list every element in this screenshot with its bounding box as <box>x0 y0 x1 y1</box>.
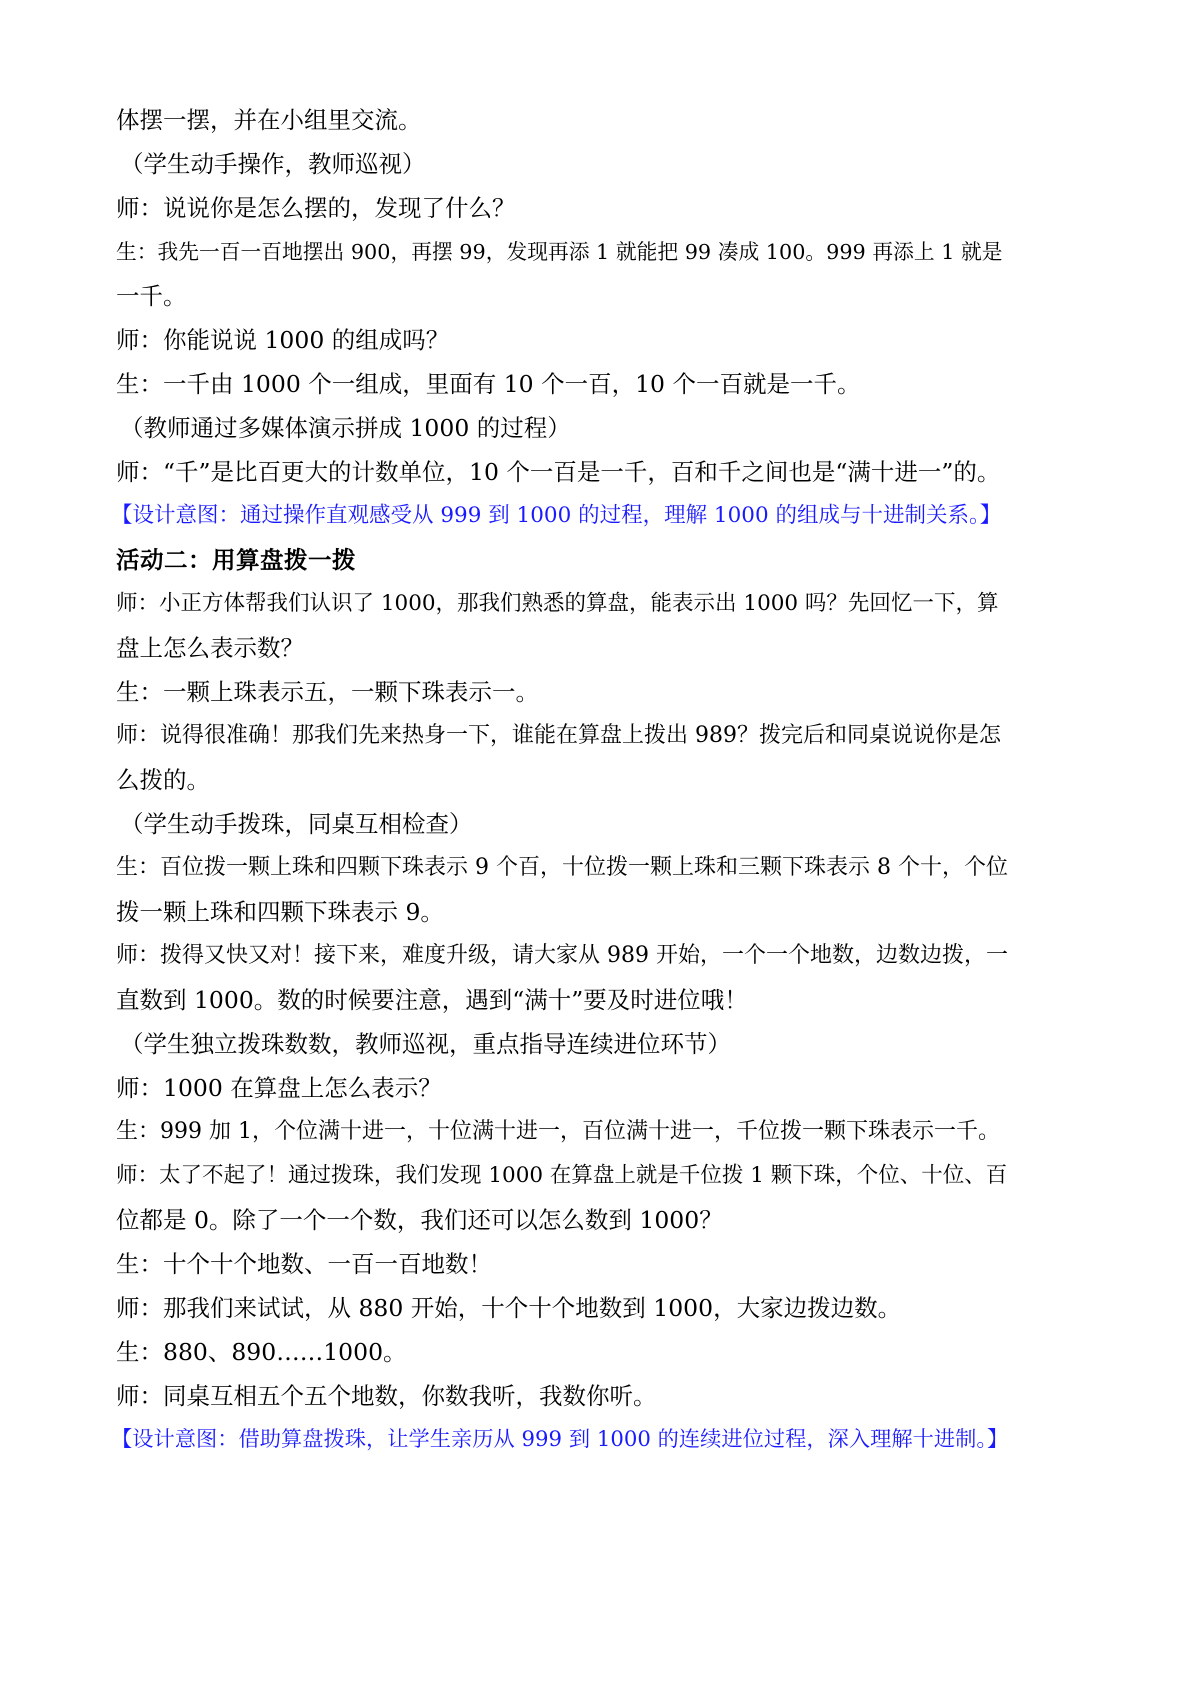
student-line: 生：一千由 1000 个一组成，里面有 10 个一百，10 个一百就是一千。 <box>116 370 861 398</box>
teacher-line: 师：小正方体帮我们认识了 1000，那我们熟悉的算盘，能表示出 1000 吗？先回忆一下，算 <box>116 591 999 616</box>
activity-heading: 活动二：用算盘拨一拨 <box>116 546 356 574</box>
design-intent-note: 【设计意图：通过操作直观感受从 999 到 1000 的过程，理解 1000 的组成与十进制关系。】 <box>111 503 1002 528</box>
teacher-line: 师：那我们来试试，从 880 开始，十个十个地数到 1000，大家边拨边数。 <box>116 1294 902 1322</box>
student-line: 生：一颗上珠表示五，一颗下珠表示一。 <box>116 678 539 706</box>
teacher-line: 师：说得很准确！那我们先来热身一下，谁能在算盘上拨出 989？拨完后和同桌说说你是怎 <box>116 723 1001 748</box>
student-line: 生：880、890……1000。 <box>116 1338 407 1366</box>
design-intent-note: 【设计意图：借助算盘拨珠，让学生亲历从 999 到 1000 的连续进位过程，深入理解十进制。】 <box>111 1427 1009 1452</box>
paragraph-line: 一千。 <box>116 282 187 310</box>
student-line: 生：百位拨一颗上珠和四颗下珠表示 9 个百，十位拨一颗上珠和三颗下珠表示 8 个十，个位 <box>116 855 1008 880</box>
stage-direction: （学生动手操作，教师巡视） <box>120 150 426 178</box>
stage-direction: （学生动手拨珠，同桌互相检查） <box>120 810 473 838</box>
paragraph-line: 盘上怎么表示数？ <box>116 634 304 662</box>
paragraph-line: 体摆一摆，并在小组里交流。 <box>116 106 422 134</box>
paragraph-line: 么拨的。 <box>116 766 210 794</box>
stage-direction: （教师通过多媒体演示拼成 1000 的过程） <box>120 414 571 442</box>
paragraph-line: 位都是 0。除了一个一个数，我们还可以怎么数到 1000？ <box>116 1206 723 1234</box>
teacher-line: 师：1000 在算盘上怎么表示？ <box>116 1074 442 1102</box>
teacher-line: 师：你能说说 1000 的组成吗？ <box>116 326 450 354</box>
teacher-line: 师：太了不起了！通过拨珠，我们发现 1000 在算盘上就是千位拨 1 颗下珠，个位、十位、百 <box>116 1163 1008 1188</box>
stage-direction: （学生独立拨珠数数，教师巡视，重点指导连续进位环节） <box>120 1030 731 1058</box>
teacher-line: 师：拨得又快又对！接下来，难度升级，请大家从 989 开始，一个一个地数，边数边拨，一 <box>116 943 1008 968</box>
paragraph-line: 拨一颗上珠和四颗下珠表示 9。 <box>116 898 444 926</box>
teacher-line: 师：说说你是怎么摆的，发现了什么？ <box>116 194 516 222</box>
student-line: 生：十个十个地数、一百一百地数！ <box>116 1250 492 1278</box>
student-line: 生：999 加 1，个位满十进一，十位满十进一，百位满十进一，千位拨一颗下珠表示一千。 <box>116 1119 1000 1144</box>
paragraph-line: 直数到 1000。数的时候要注意，遇到“满十”要及时进位哦！ <box>116 986 748 1014</box>
student-line: 生：我先一百一百地摆出 900，再摆 99，发现再添 1 就能把 99 凑成 100。999 再添上 1 就是 <box>116 240 1003 264</box>
teacher-line: 师：“千”是比百更大的计数单位，10 个一百是一千，百和千之间也是“满十进一”的。 <box>116 458 1001 486</box>
teacher-line: 师：同桌互相五个五个地数，你数我听，我数你听。 <box>116 1382 657 1410</box>
